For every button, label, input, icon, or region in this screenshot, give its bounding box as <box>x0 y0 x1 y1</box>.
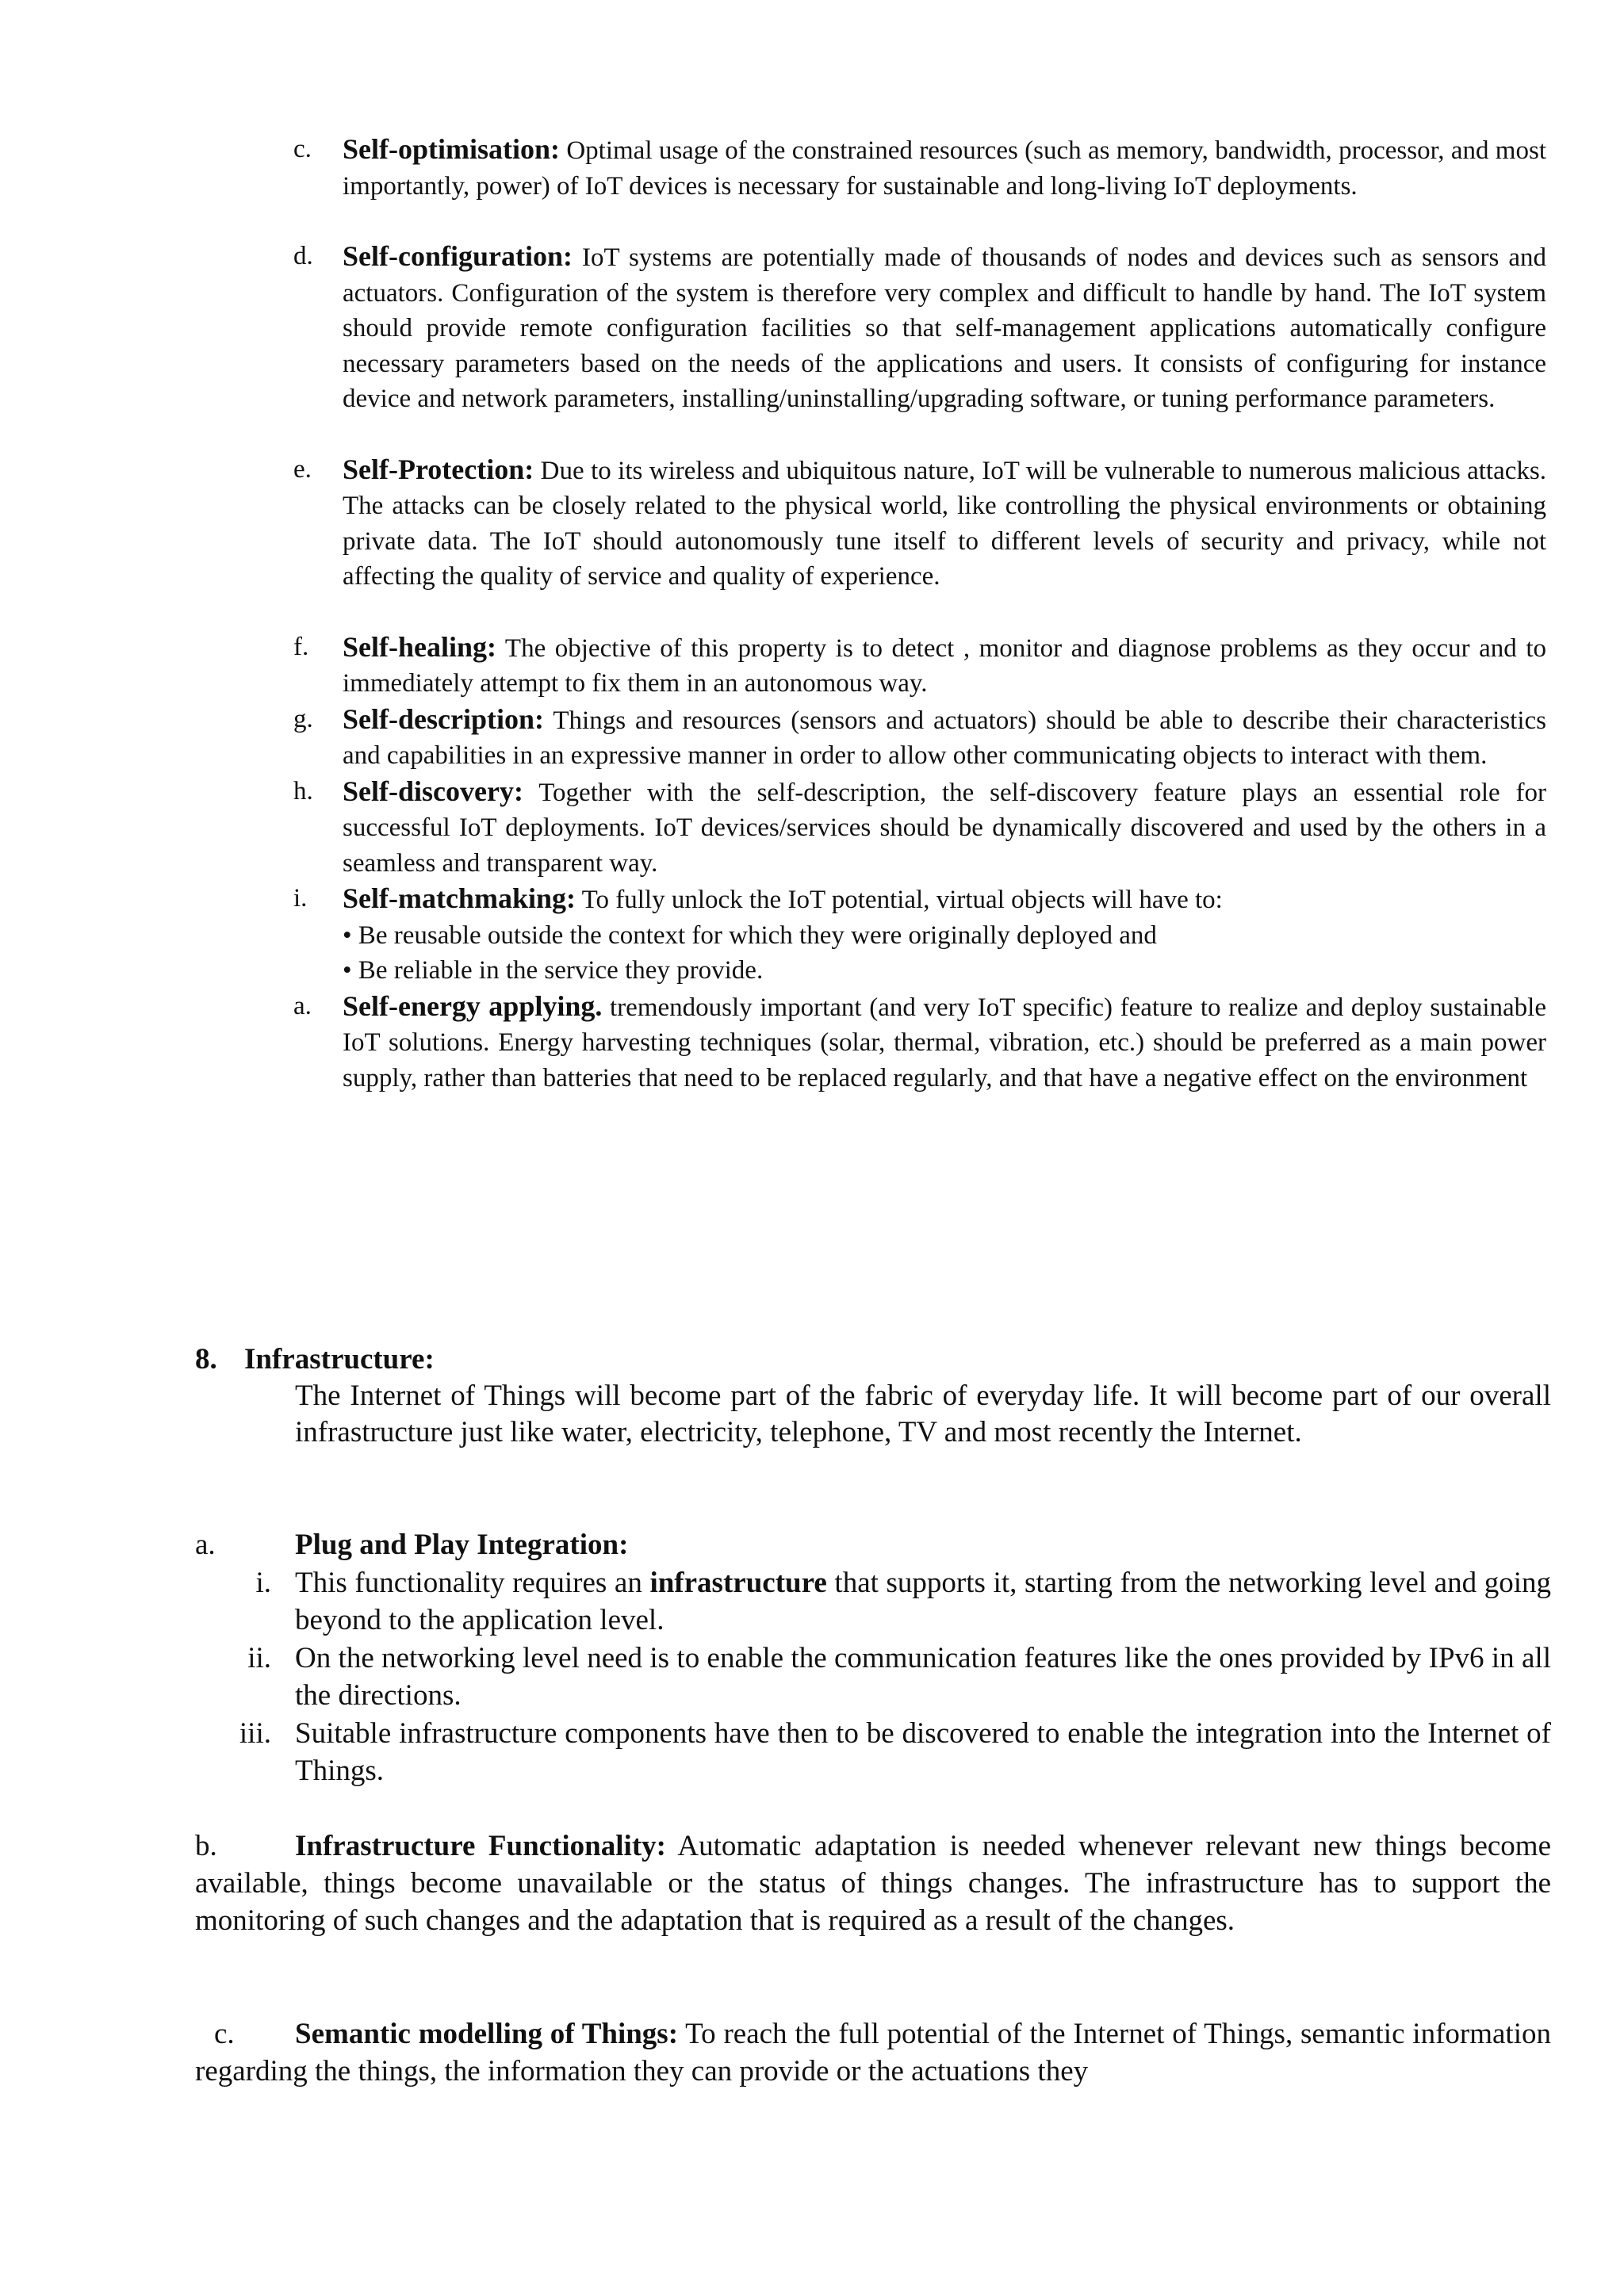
item-heading: Self-description: <box>343 702 544 735</box>
list-item <box>293 989 1546 1096</box>
item-text: Together with the self-description, the self-discovery feature plays an essential role for successful IoT deployments. IoT devices/services should be dynamically discovered and used by the others in a seamless and transparent way. <box>343 778 1546 878</box>
section-intro: The Internet of Things will become part of the fabric of everyday life. It will become part of our overall infrastructure just like water, electricity, telephone, TV and most recently the Internet. <box>295 1380 1551 1448</box>
item-marker: f. <box>293 632 309 661</box>
list-item <box>195 1640 1551 1715</box>
subsection-text: To reach the full potential of the Internet of Things, semantic information regarding the things, the information they can provide or the actuations they <box>195 2018 1551 2087</box>
item-heading: Self-discovery: <box>343 775 523 807</box>
item-text: that supports it, starting from the networking level and going beyond to the application level. <box>295 1566 1551 1636</box>
item-text: The objective of this property is to detect , monitor and diagnose problems as they occur and to immediately attempt to fix them in an autonomous way. <box>343 633 1546 698</box>
subsection-plug-and-play <box>195 1526 1551 1790</box>
section-infrastructure <box>195 1341 1551 1451</box>
item-marker: d. <box>293 242 313 270</box>
item-text: To fully unlock the IoT potential, virtual objects will have to: <box>575 886 1223 914</box>
item-heading: Self-energy applying. <box>343 989 603 1022</box>
item-heading: Self-configuration: <box>343 240 573 272</box>
item-marker: c. <box>293 135 312 163</box>
item-text: tremendously important (and very IoT specific) feature to realize and deploy sustainable IoT solutions. Energy harvesting techniques (solar, thermal, vibration, etc.) should be preferred as a main power supply, rather than batteries that need to be replaced regularly, and that have a negative effect on the environment <box>343 993 1546 1093</box>
list-item <box>293 774 1546 882</box>
item-marker: a. <box>293 991 312 1020</box>
item-heading: Self-matchmaking: <box>343 882 576 914</box>
item-emphasis: infrastructure <box>649 1566 827 1599</box>
list-item <box>195 1564 1551 1640</box>
item-heading: Self-optimisation: <box>343 133 560 165</box>
list-item <box>293 452 1546 595</box>
list-item <box>293 702 1546 774</box>
item-text: This functionality requires an <box>295 1566 650 1599</box>
subsection-label: a. <box>195 1529 216 1561</box>
item-marker: h. <box>293 776 313 806</box>
subsection-text: Automatic adaptation is needed whenever relevant new things become available, things become unavailable or the status of things changes. The infrastructure has to support the monitoring of such changes and the adaptation that is required as a result of the changes. <box>195 1830 1551 1937</box>
item-text: Things and resources (sensors and actuators) should be able to describe their characteristics and capabilities in an expressive manner in order to allow other communicating objects to interact with them. <box>343 706 1546 770</box>
bullet-item: • Be reusable outside the context for which they were originally deployed and <box>343 920 1157 950</box>
list-item <box>293 881 1546 989</box>
list-item <box>293 132 1546 204</box>
subsection-semantic-modelling <box>195 2015 1551 2090</box>
item-marker: e. <box>293 454 312 484</box>
list-item <box>293 629 1546 702</box>
roman-numeral: ii. <box>247 1641 271 1674</box>
section-heading <box>195 1341 1551 1378</box>
subsection-title: Semantic modelling of Things: <box>295 2018 679 2050</box>
subsection-label: b. <box>195 1830 217 1862</box>
subsection-title: Infrastructure Functionality: <box>295 1830 666 1862</box>
section-title: Infrastructure: <box>244 1343 435 1376</box>
item-marker: g. <box>293 704 313 733</box>
subsection-infrastructure-functionality <box>195 1827 1551 1939</box>
item-heading: Self-healing: <box>343 630 496 663</box>
subsection-label: c. <box>214 2018 235 2050</box>
item-heading: Self-Protection: <box>343 453 534 485</box>
item-marker: i. <box>293 884 308 913</box>
item-text: IoT systems are potentially made of thousands of nodes and devices such as sensors and actuators. Configuration of the system is therefore very complex and difficult to handle by hand. The IoT system should provide remote configuration facilities so that self-management applications automatically configure necessary parameters based on the needs of the applications and users. It consists of configuring for instance device and network parameters, installing/uninstalling/upgrading software, or tuning performance parameters. <box>343 243 1546 413</box>
subsection-title: Plug and Play Integration: <box>295 1529 629 1561</box>
roman-numeral: iii. <box>239 1716 271 1750</box>
self-properties-list <box>293 132 1546 1096</box>
roman-numeral: i. <box>255 1566 271 1599</box>
item-text: On the networking level need is to enable the communication features like the ones provided by IPv6 in all the directions. <box>295 1641 1551 1712</box>
section-number: 8. <box>195 1343 217 1376</box>
bullet-item: • Be reliable in the service they provide. <box>343 956 764 985</box>
item-text: Suitable infrastructure components have then to be discovered to enable the integration into the Internet of Things. <box>295 1716 1551 1787</box>
item-text: Due to its wireless and ubiquitous nature, IoT will be vulnerable to numerous malicious attacks. The attacks can be closely related to the physical world, like controlling the physical environments or obtaining private data. The IoT should autonomously tune itself to different levels of security and privacy, while not affecting the quality of service and quality of experience. <box>343 456 1546 591</box>
item-text: Optimal usage of the constrained resources (such as memory, bandwidth, processor, and most importantly, power) of IoT devices is necessary for sustainable and long-living IoT deployments. <box>343 136 1546 201</box>
list-item <box>293 239 1546 417</box>
list-item <box>195 1715 1551 1790</box>
